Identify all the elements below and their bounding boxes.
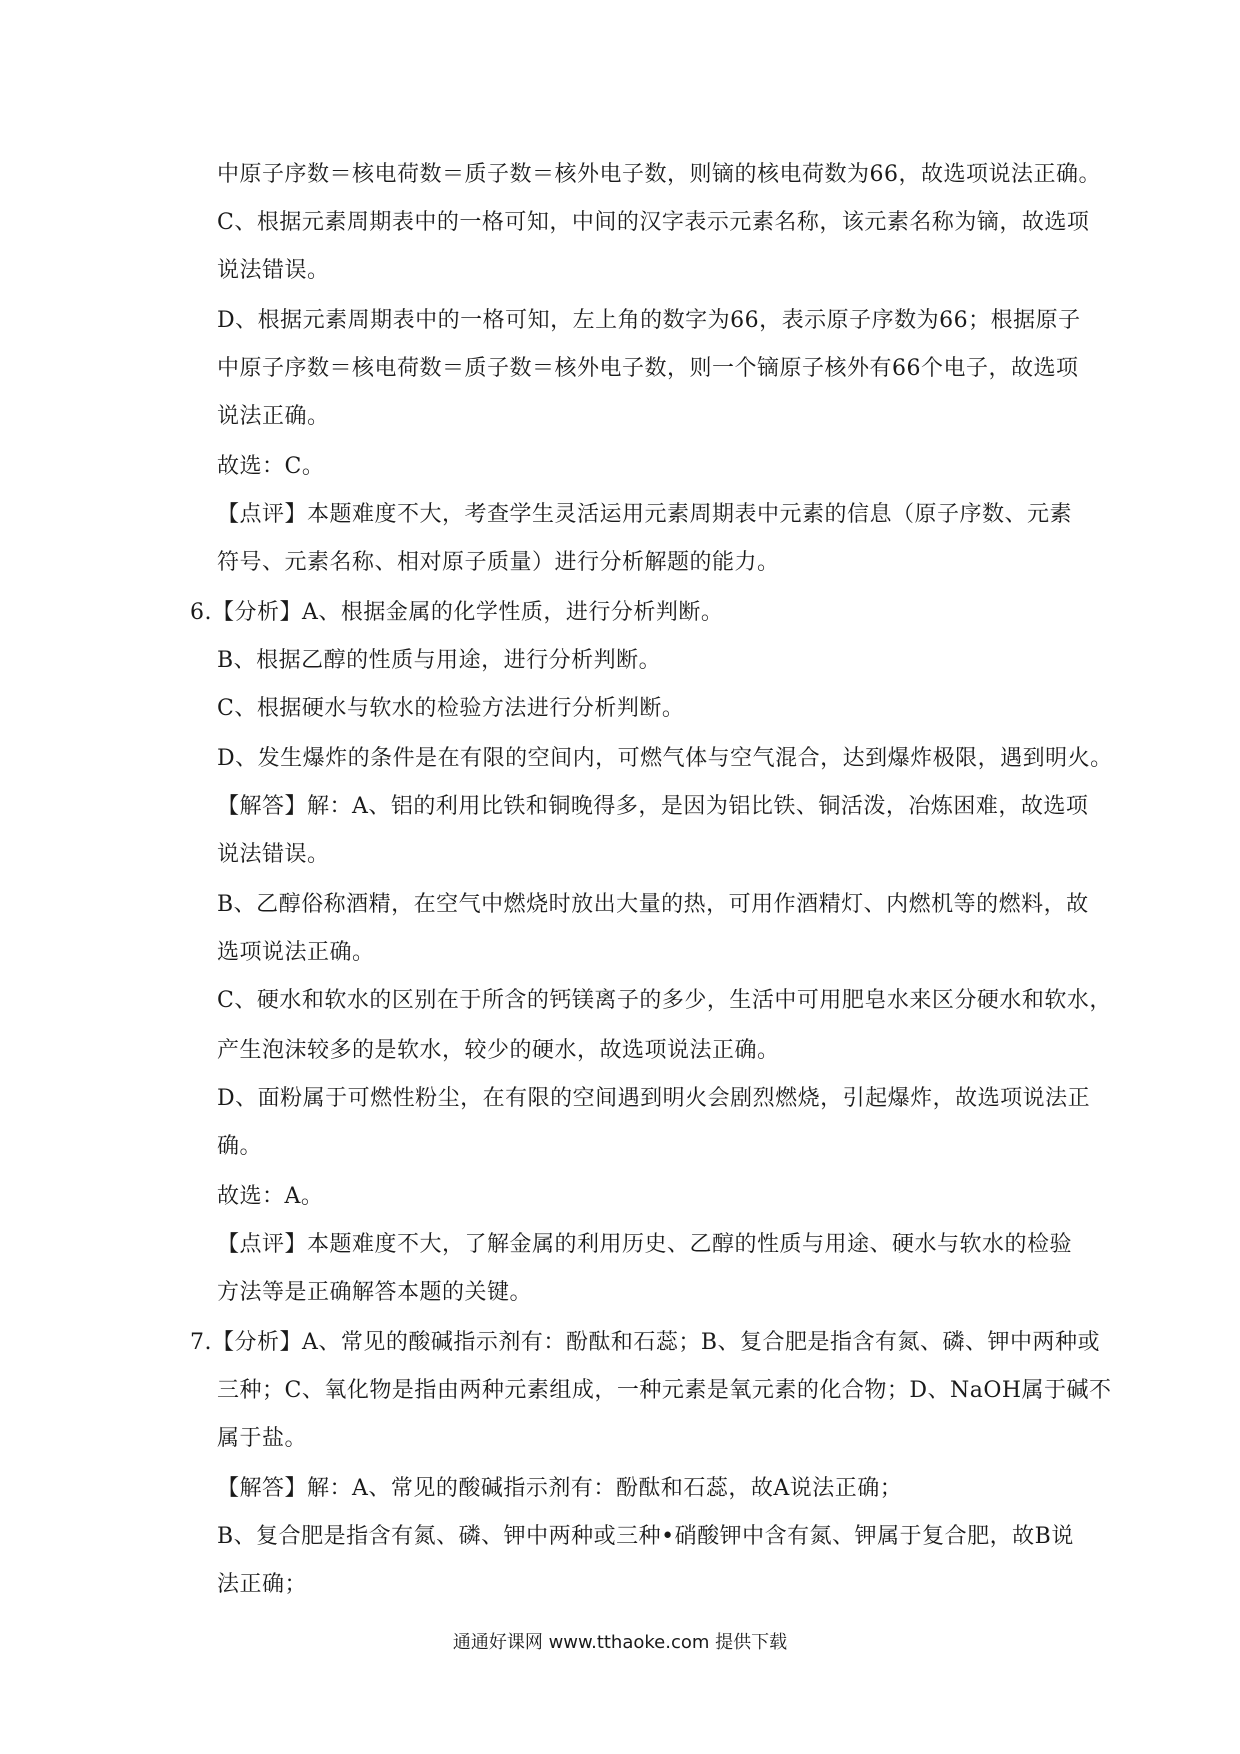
text-line: C、根据元素周期表中的一格可知，中间的汉字表示元素名称，该元素名称为镝，故选项 [217, 210, 1090, 235]
text-line: 产生泡沫较多的是软水，较少的硬水，故选项说法正确。 [217, 1038, 780, 1063]
text-line: 中原子序数＝核电荷数＝质子数＝核外电子数，则一个镝原子核外有66个电子，故选项 [217, 356, 1079, 381]
text-line: 【解答】解：A、常见的酸碱指示剂有：酚酞和石蕊，故A说法正确； [217, 1476, 903, 1501]
text-line: 故选：A。 [217, 1184, 324, 1209]
text-line: 说法正确。 [217, 404, 330, 429]
text-line: D、根据元素周期表中的一格可知，左上角的数字为66，表示原子序数为66；根据原子 [217, 308, 1081, 333]
text-line: 说法错误。 [217, 842, 330, 867]
page-footer: 通通好课网 www.tthaoke.com 提供下载 [452, 1632, 788, 1653]
text-line: 法正确； [217, 1572, 308, 1597]
text-line: 【点评】本题难度不大，了解金属的利用历史、乙醇的性质与用途、硬水与软水的检验 [217, 1232, 1073, 1257]
text-line: D、发生爆炸的条件是在有限的空间内，可燃气体与空气混合，达到爆炸极限，遇到明火。 [217, 746, 1113, 771]
text-line: 【点评】本题难度不大，考查学生灵活运用元素周期表中元素的信息（原子序数、元素 [217, 502, 1073, 527]
text-line: 属于盐。 [217, 1426, 308, 1451]
text-line: 选项说法正确。 [217, 940, 375, 965]
text-line: 中原子序数＝核电荷数＝质子数＝核外电子数，则镝的核电荷数为66，故选项说法正确。 [217, 162, 1101, 187]
text-line: B、根据乙醇的性质与用途，进行分析判断。 [217, 648, 662, 673]
question-heading: 6.【分析】A、根据金属的化学性质，进行分析判断。 [190, 600, 724, 625]
text-line: 故选：C。 [217, 454, 325, 479]
text-line: 说法错误。 [217, 258, 330, 283]
text-line: B、乙醇俗称酒精，在空气中燃烧时放出大量的热，可用作酒精灯、内燃机等的燃料，故 [217, 892, 1089, 917]
text-line: D、面粉属于可燃性粉尘，在有限的空间遇到明火会剧烈燃烧，引起爆炸，故选项说法正 [217, 1086, 1091, 1111]
text-line: C、硬水和软水的区别在于所含的钙镁离子的多少，生活中可用肥皂水来区分硬水和软水， [217, 988, 1112, 1013]
text-line: 符号、元素名称、相对原子质量）进行分析解题的能力。 [217, 550, 780, 575]
text-line: 【解答】解：A、铝的利用比铁和铜晚得多，是因为铝比铁、铜活泼，冶炼困难，故选项 [217, 794, 1089, 819]
text-line: C、根据硬水与软水的检验方法进行分析判断。 [217, 696, 685, 721]
text-line: 三种；C、氧化物是指由两种元素组成，一种元素是氧元素的化合物；D、NaOH属于碱不 [217, 1378, 1112, 1403]
text-line: 方法等是正确解答本题的关键。 [217, 1280, 533, 1305]
text-line: 确。 [217, 1134, 263, 1159]
text-line: B、复合肥是指含有氮、磷、钾中两种或三种•硝酸钾中含有氮、钾属于复合肥，故B说 [217, 1524, 1074, 1549]
question-heading: 7.【分析】A、常见的酸碱指示剂有：酚酞和石蕊；B、复合肥是指含有氮、磷、钾中两种或 [190, 1330, 1101, 1355]
